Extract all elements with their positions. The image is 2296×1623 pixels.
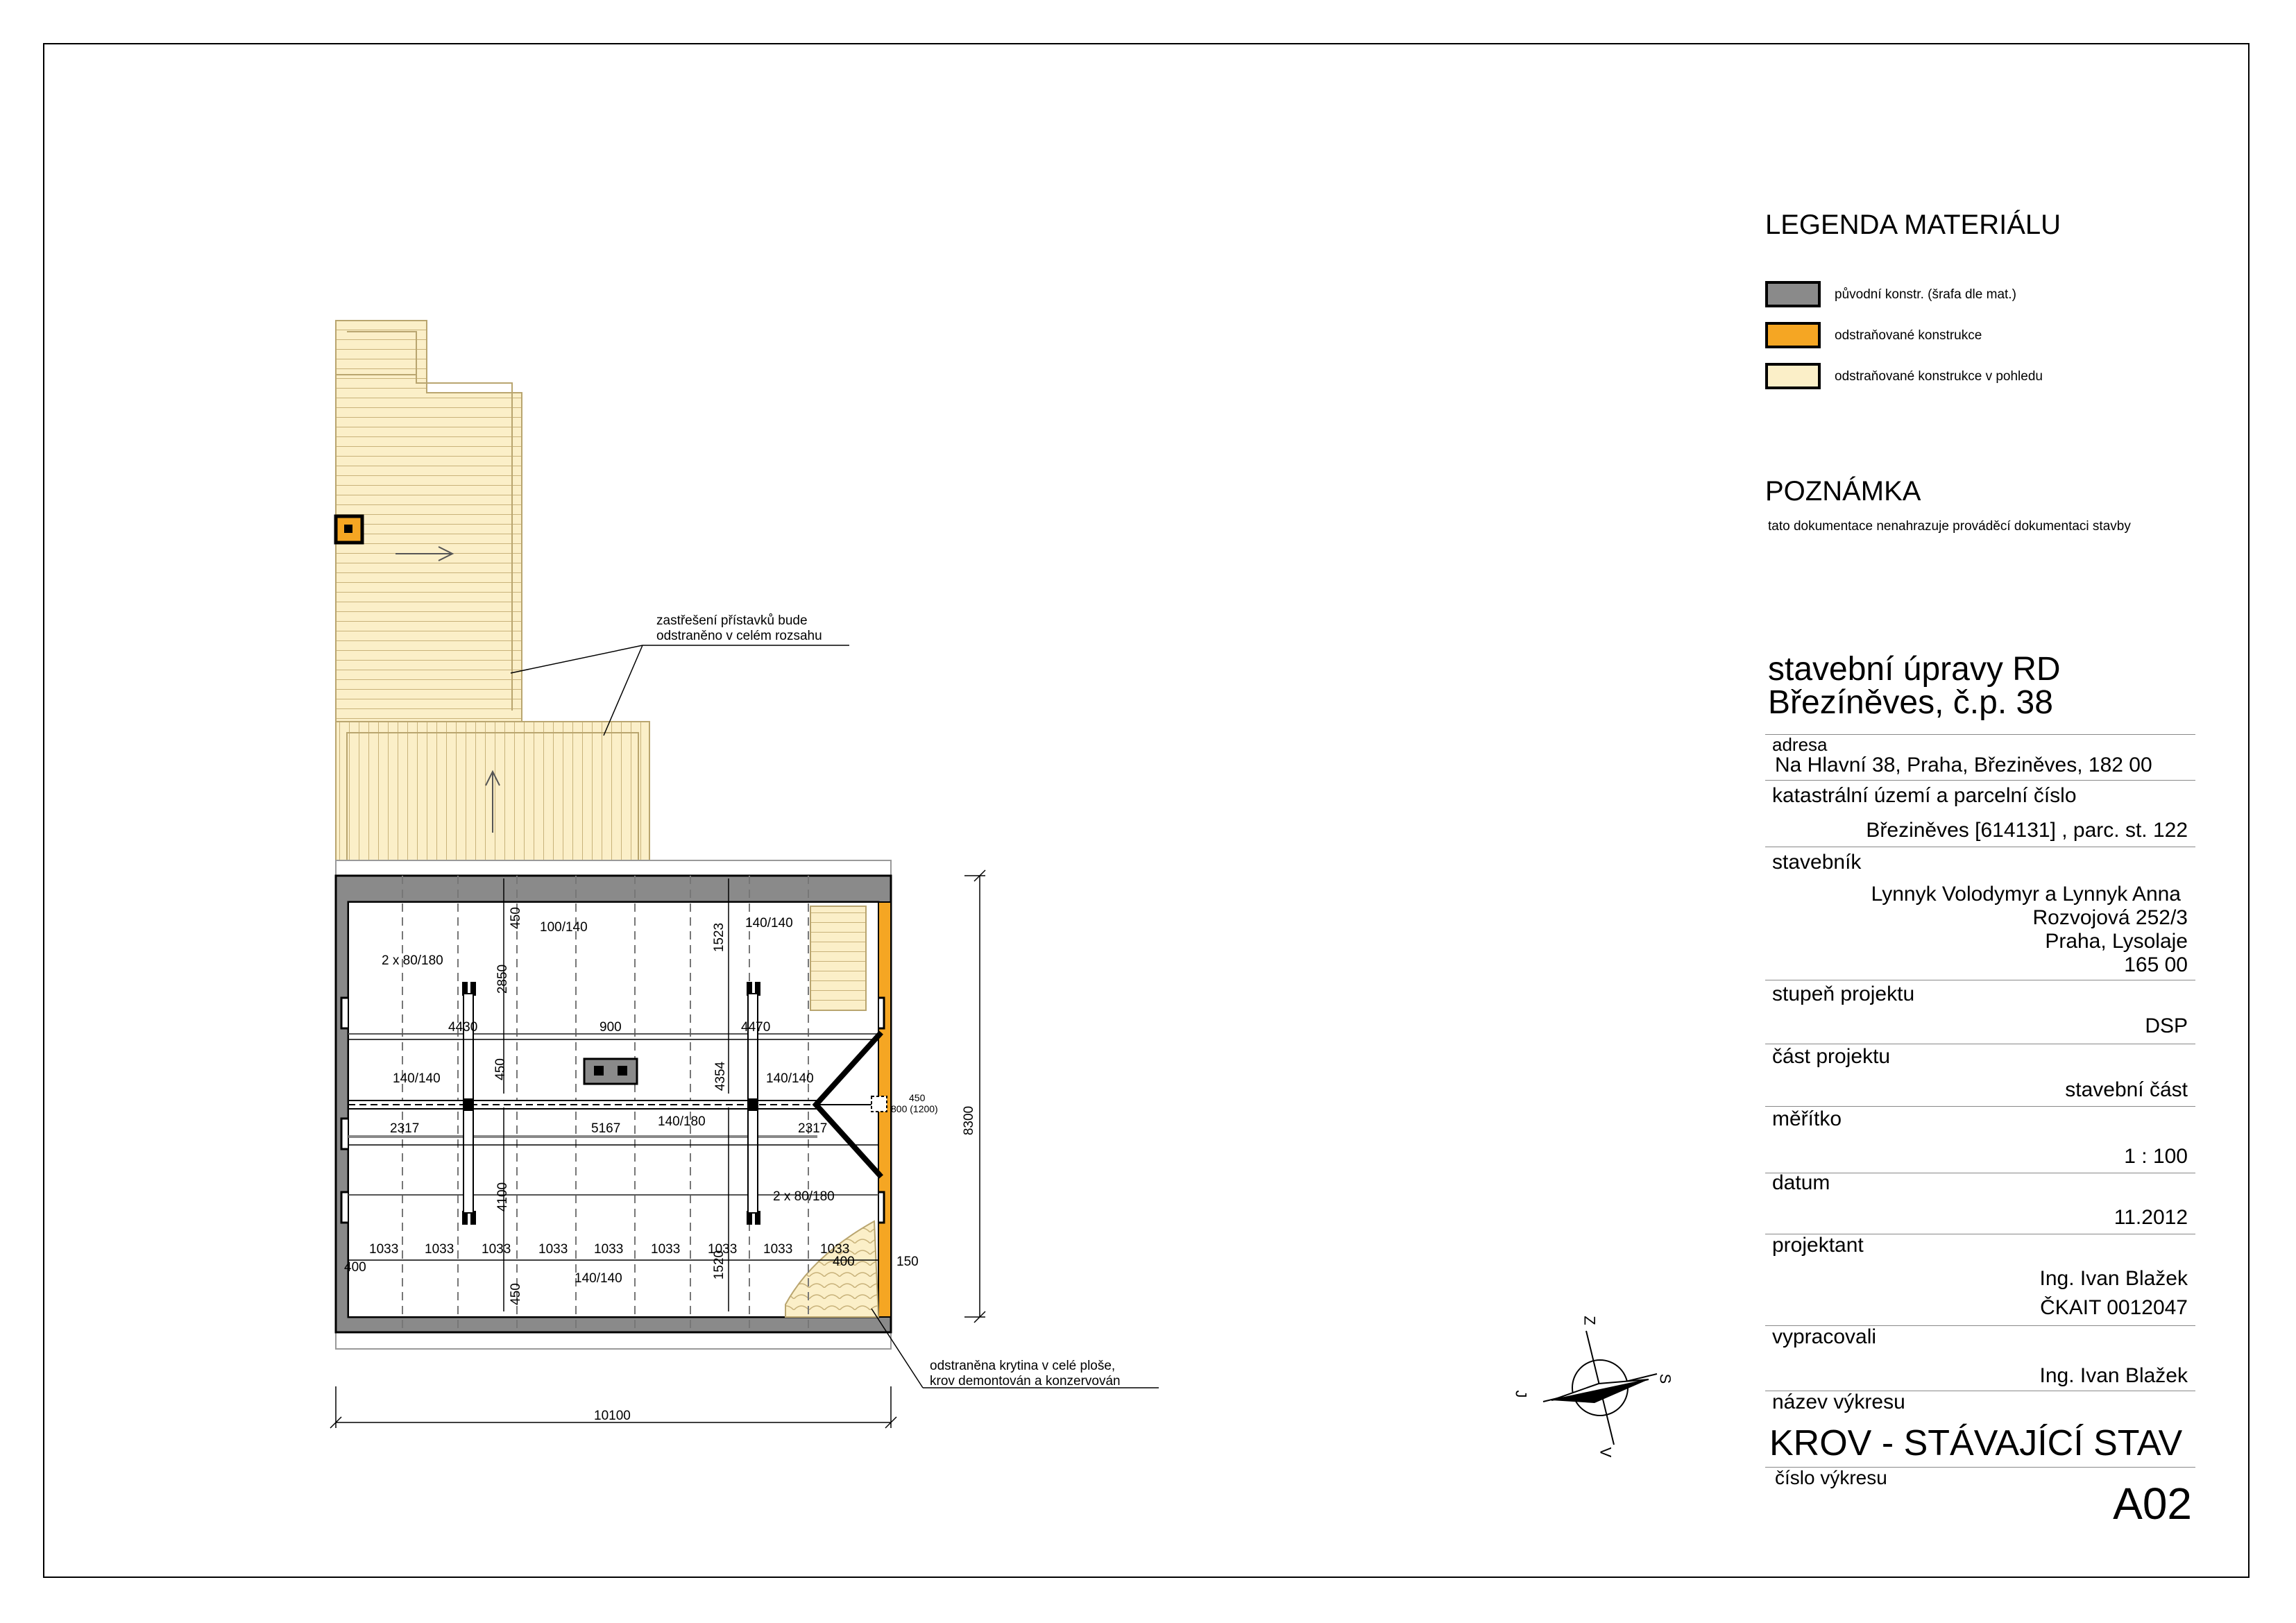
drawing-name-label: název výkresu: [1772, 1391, 1905, 1413]
dim-400-right: 400: [833, 1255, 855, 1269]
dim-1033: 1033: [820, 1242, 850, 1257]
rule: [1765, 1106, 2195, 1107]
dim-2317-left: 2317: [390, 1121, 420, 1136]
dim-width-total: 10100: [594, 1409, 631, 1423]
dim-1033: 1033: [708, 1242, 738, 1257]
part-label: část projektu: [1772, 1045, 1891, 1068]
profile-140-140-left: 140/140: [393, 1071, 441, 1086]
scale-label: měřítko: [1772, 1107, 1842, 1130]
drawing-no-label: číslo výkresu: [1775, 1467, 1887, 1488]
callout-roof-line2: odstraněno v celém rozsahu: [656, 629, 822, 643]
callout-cover-line2: krov demontován a konzervován: [930, 1374, 1121, 1388]
drawing-name: KROV - STÁVAJÍCÍ STAV: [1769, 1423, 2183, 1463]
outer-chimney: [871, 1096, 887, 1112]
compass-w: J: [1512, 1390, 1530, 1398]
address-value: Na Hlavní 38, Praha, Březiněves, 182 00: [1775, 754, 2152, 776]
profile-2x80-top: 2 x 80/180: [382, 953, 443, 968]
stage-value: DSP: [2145, 1014, 2188, 1037]
annex-chimney: [336, 516, 362, 543]
dim-1033: 1033: [425, 1242, 454, 1257]
dim-1033: 1033: [369, 1242, 399, 1257]
dim-900: 900: [599, 1020, 622, 1035]
prepared-label: vypracovali: [1772, 1325, 1877, 1348]
address-label: adresa: [1772, 734, 1828, 755]
builder-label: stavebník: [1772, 851, 1862, 874]
designer-label: projektant: [1772, 1234, 1864, 1257]
rule: [1765, 734, 2195, 735]
dim-1033: 1033: [538, 1242, 568, 1257]
legend-label-existing: původní konstr. (šrafa dle mat.): [1835, 287, 2016, 302]
dim-450-bottom: 450: [508, 1283, 523, 1305]
legend-swatch-removed: [1765, 322, 1821, 348]
callout-roof-line1: zastřešení přístavků bude: [656, 613, 808, 628]
legend-label-removed-view: odstraňované konstrukce v pohledu: [1835, 369, 2043, 384]
builder-line-3: Praha, Lysolaje: [2045, 930, 2188, 953]
dim-800: 800 (1200): [891, 1103, 938, 1114]
dim-450-side: 450: [909, 1092, 926, 1103]
compass-e: V: [1597, 1447, 1615, 1458]
profile-140-180: 140/180: [658, 1114, 706, 1129]
compass: [1543, 1331, 1657, 1445]
dim-4100: 4100: [495, 1182, 511, 1212]
cadastre-value: Březiněves [614131] , parc. st. 122: [1866, 819, 2188, 842]
dim-1033: 1033: [482, 1242, 511, 1257]
dim-1033: 1033: [763, 1242, 793, 1257]
dim-5167: 5167: [591, 1121, 621, 1136]
project-title-1: stavební úpravy RD: [1768, 651, 2061, 688]
drawing-no: A02: [2113, 1479, 2192, 1529]
designer-id: ČKAIT 0012047: [2040, 1296, 2188, 1319]
compass-s: S: [1656, 1373, 1674, 1384]
scale-value: 1 : 100: [2124, 1145, 2188, 1168]
dim-4430: 4430: [448, 1020, 478, 1035]
stage-label: stupeň projektu: [1772, 983, 1915, 1005]
profile-100-140: 100/140: [540, 920, 588, 935]
stair: [810, 906, 866, 1010]
project-title-2: Březíněves, č.p. 38: [1768, 684, 2053, 721]
builder-line-1: Lynnyk Volodymyr a Lynnyk Anna: [1871, 883, 2181, 906]
builder-line-4: 165 00: [2124, 953, 2188, 976]
cadastre-label: katastrální území a parcelní číslo: [1772, 784, 2077, 807]
legend-swatch-removed-view: [1765, 363, 1821, 389]
dim-450-top: 450: [508, 907, 523, 929]
callout-cover-line1: odstraněna krytina v celé ploše,: [930, 1359, 1116, 1373]
dim-1033: 1033: [594, 1242, 624, 1257]
profile-140-140-top: 140/140: [745, 916, 793, 931]
legend-swatch-existing: [1765, 281, 1821, 307]
date-label: datum: [1772, 1171, 1830, 1194]
note-text: tato dokumentace nenahrazuje prováděcí dokumentaci stavby: [1768, 519, 2131, 534]
dim-2850: 2850: [495, 964, 511, 994]
dim-2317-right: 2317: [798, 1121, 828, 1136]
date-value: 11.2012: [2114, 1206, 2188, 1229]
builder-line-2: Rozvojová 252/3: [2032, 906, 2188, 929]
legend-label-removed: odstraňované konstrukce: [1835, 328, 1982, 343]
legend-title: LEGENDA MATERIÁLU: [1765, 210, 2061, 240]
dim-1523: 1523: [712, 922, 727, 953]
dim-4354: 4354: [713, 1061, 729, 1091]
dim-1520: 1520: [712, 1250, 727, 1280]
part-value: stavební část: [2065, 1078, 2188, 1101]
prepared-value: Ing. Ivan Blažek: [2039, 1364, 2188, 1387]
dim-4470: 4470: [741, 1020, 771, 1035]
dim-1033: 1033: [651, 1242, 681, 1257]
attic-chimney: [584, 1059, 637, 1084]
rule: [1765, 780, 2195, 781]
designer-name: Ing. Ivan Blažek: [2039, 1267, 2188, 1290]
dim-400-left: 400: [344, 1260, 366, 1275]
note-title: POZNÁMKA: [1765, 476, 1921, 507]
profile-140-140-bottom: 140/140: [575, 1271, 622, 1286]
profile-2x80-bottom: 2 x 80/180: [773, 1189, 835, 1204]
compass-n: Z: [1581, 1316, 1599, 1325]
profile-140-140-right: 140/140: [766, 1071, 814, 1086]
dim-height-total: 8300: [962, 1105, 977, 1136]
dim-450-mid: 450: [493, 1058, 508, 1080]
dim-150: 150: [896, 1255, 919, 1269]
